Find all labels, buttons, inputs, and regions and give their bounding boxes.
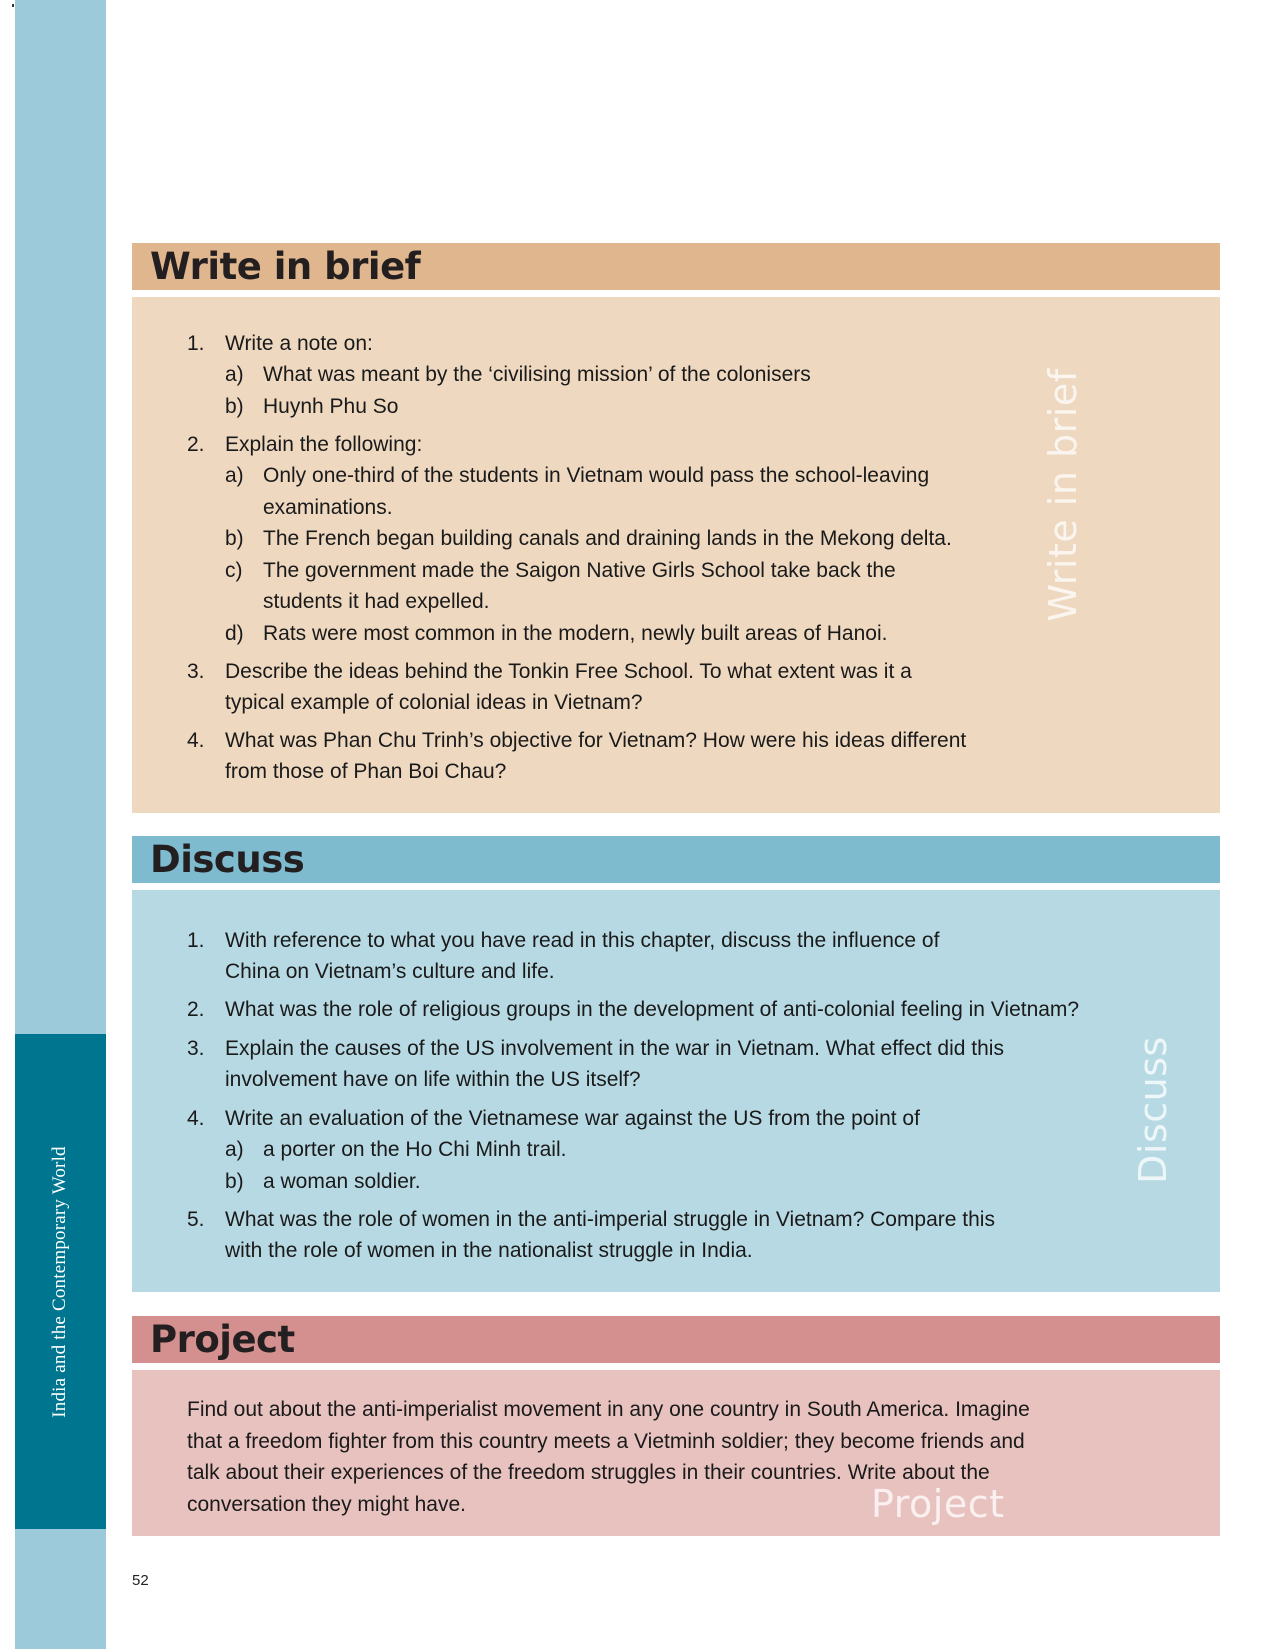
question-number: 1. bbox=[187, 929, 205, 952]
question-text: from those of Phan Boi Chau? bbox=[225, 760, 507, 783]
sub-letter: c) bbox=[225, 559, 243, 582]
question-text: typical example of colonial ideas in Vietnam? bbox=[225, 691, 643, 714]
project-line: conversation they might have. bbox=[187, 1492, 466, 1516]
question-text: China on Vietnam’s culture and life. bbox=[225, 960, 555, 983]
question-text: with the role of women in the nationalist struggle in India. bbox=[225, 1239, 753, 1262]
sub-letter: a) bbox=[225, 1138, 244, 1161]
sub-letter: b) bbox=[225, 395, 244, 418]
question-number: 2. bbox=[187, 998, 205, 1021]
book-title-vertical: India and the Contemporary World bbox=[49, 1146, 70, 1418]
sub-text: Rats were most common in the modern, newly built areas of Hanoi. bbox=[263, 622, 888, 645]
question-text: Write an evaluation of the Vietnamese war against the US from the point of bbox=[225, 1107, 920, 1130]
question-number: 4. bbox=[187, 729, 205, 752]
section-header-write-in-brief: Write in brief bbox=[132, 243, 1220, 290]
corner-mark bbox=[12, 4, 14, 7]
watermark-project: Project bbox=[871, 1482, 1005, 1526]
project-line: that a freedom fighter from this country meets a Vietminh soldier; they become friends and bbox=[187, 1429, 1025, 1453]
project-line: Find out about the anti-imperialist movement in any one country in South America. Imagine bbox=[187, 1398, 1030, 1421]
sub-letter: b) bbox=[225, 527, 244, 550]
sub-text: Huynh Phu So bbox=[263, 395, 399, 418]
question-number: 3. bbox=[187, 660, 205, 683]
question-number: 1. bbox=[187, 332, 205, 355]
question-text: What was Phan Chu Trinh’s objective for Vietnam? How were his ideas different bbox=[225, 729, 967, 752]
sub-text: Only one-third of the students in Vietnam would pass the school-leaving bbox=[263, 464, 930, 487]
sub-letter: a) bbox=[225, 464, 244, 487]
sub-letter: b) bbox=[225, 1170, 244, 1193]
section-header-discuss: Discuss bbox=[132, 836, 1220, 883]
question-number: 2. bbox=[187, 433, 205, 456]
watermark-discuss: Discuss bbox=[1131, 1036, 1175, 1184]
section-panel-write-in-brief bbox=[132, 297, 1220, 813]
sub-letter: a) bbox=[225, 363, 244, 386]
section-panel-project bbox=[132, 1370, 1220, 1536]
sub-text: students it had expelled. bbox=[263, 590, 490, 613]
sub-text: The government made the Saigon Native Girls School take back the bbox=[263, 559, 896, 582]
sub-text: a porter on the Ho Chi Minh trail. bbox=[263, 1138, 567, 1161]
project-line: talk about their experiences of the freedom struggles in their countries. Write about the bbox=[187, 1461, 990, 1484]
question-number: 4. bbox=[187, 1107, 205, 1130]
question-text: Describe the ideas behind the Tonkin Free School. To what extent was it a bbox=[225, 660, 912, 683]
sub-text: a woman soldier. bbox=[263, 1170, 421, 1193]
sub-letter: d) bbox=[225, 622, 244, 645]
question-text: What was the role of religious groups in the development of anti-colonial feeling in Vietnam? bbox=[225, 998, 1080, 1021]
question-text: What was the role of women in the anti-imperial struggle in Vietnam? Compare this bbox=[225, 1208, 995, 1231]
question-text: involvement have on life within the US itself? bbox=[225, 1068, 641, 1091]
sub-text: examinations. bbox=[263, 496, 393, 519]
section-header-project: Project bbox=[132, 1316, 1220, 1363]
question-number: 3. bbox=[187, 1037, 205, 1060]
question-text: With reference to what you have read in this chapter, discuss the influence of bbox=[225, 929, 940, 952]
question-text: Explain the following: bbox=[225, 433, 423, 456]
question-text: Write a note on: bbox=[225, 332, 373, 355]
question-number: 5. bbox=[187, 1208, 205, 1231]
question-text: Explain the causes of the US involvement in the war in Vietnam. What effect did this bbox=[225, 1037, 1004, 1060]
page-number: 52 bbox=[132, 1572, 149, 1589]
sub-text: What was meant by the ‘civilising mission’ of the colonisers bbox=[263, 363, 811, 386]
sub-text: The French began building canals and draining lands in the Mekong delta. bbox=[263, 527, 952, 550]
watermark-write-in-brief: Write in brief bbox=[1041, 368, 1085, 622]
section-panel-discuss bbox=[132, 890, 1220, 1292]
